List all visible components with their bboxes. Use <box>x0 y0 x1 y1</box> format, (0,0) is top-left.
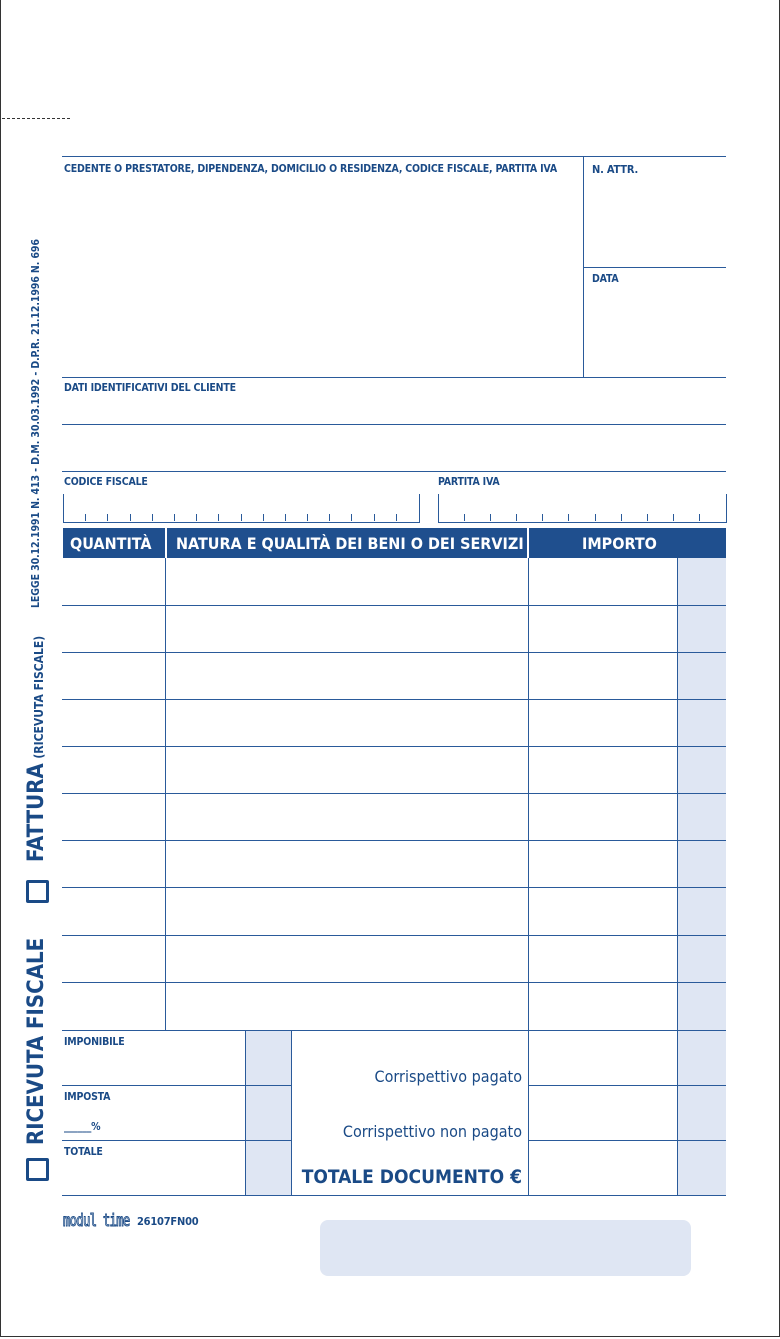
form-code: 26107FN00 <box>137 1215 199 1228</box>
ricevuta-label: RICEVUTA FISCALE <box>24 937 49 1145</box>
rule <box>62 424 726 425</box>
col-natura-header: NATURA E QUALITÀ DEI BENI O DEI SERVIZI <box>176 534 524 553</box>
header-divider <box>165 528 167 558</box>
codice-fiscale-cell-tick <box>174 514 175 521</box>
rule <box>62 1085 291 1086</box>
brand-logo: modul time <box>63 1211 130 1231</box>
codice-fiscale-cell-tick <box>396 514 397 521</box>
codice-fiscale-cell-tick <box>130 514 131 521</box>
table-row-rule <box>62 935 726 936</box>
codice-fiscale-cell-tick <box>85 514 86 521</box>
corrispettivo-non-pagato-label: Corrispettivo non pagato <box>342 1122 522 1141</box>
codice-fiscale-field[interactable] <box>63 494 420 523</box>
rule <box>677 558 678 1195</box>
data-label: DATA <box>592 273 619 285</box>
codice-fiscale-cell-tick <box>285 514 286 521</box>
perforation-line <box>2 118 70 119</box>
legal-reference: LEGGE 30.12.1991 N. 413 - D.M. 30.03.1992 - D.P.R. 21.12.1996 N. 696 <box>30 239 42 608</box>
col-importo-header: IMPORTO <box>582 534 657 553</box>
table-row-rule <box>62 652 726 653</box>
partita-iva-cell-tick <box>490 514 491 521</box>
codice-fiscale-cell-tick <box>307 514 308 521</box>
totale-documento-label: TOTALE DOCUMENTO € <box>301 1166 522 1188</box>
partita-iva-label: PARTITA IVA <box>438 476 500 488</box>
totale-label: TOTALE <box>64 1146 103 1158</box>
fattura-suffix: (RICEVUTA FISCALE) <box>32 635 46 759</box>
importo-cents-column <box>677 558 726 1195</box>
partita-iva-cell-tick <box>464 514 465 521</box>
rule <box>62 1195 726 1196</box>
codice-fiscale-label: CODICE FISCALE <box>64 476 148 488</box>
imponibile-label: IMPONIBILE <box>64 1036 125 1048</box>
cedente-label: CEDENTE O PRESTATORE, DIPENDENZA, DOMICILIO O RESIDENZA, CODICE FISCALE, PARTITA IVA <box>64 163 557 175</box>
imponibile-shade-column <box>245 1030 291 1195</box>
partita-iva-cell-tick <box>516 514 517 521</box>
codice-fiscale-cell-tick <box>107 514 108 521</box>
rule <box>583 267 726 268</box>
partita-iva-cell-tick <box>647 514 648 521</box>
rule <box>62 1140 291 1141</box>
codice-fiscale-cell-tick <box>329 514 330 521</box>
table-row-rule <box>62 699 726 700</box>
rule <box>62 471 726 472</box>
table-row-rule <box>62 746 726 747</box>
rule <box>528 1140 726 1141</box>
fattura-checkbox[interactable] <box>26 880 49 903</box>
rule <box>62 377 726 378</box>
rule <box>165 558 166 1030</box>
partita-iva-cell-tick <box>699 514 700 521</box>
codice-fiscale-cell-tick <box>263 514 264 521</box>
fattura-option[interactable] <box>24 636 49 862</box>
n-attr-label: N. ATTR. <box>592 163 639 176</box>
codice-fiscale-cell-tick <box>152 514 153 521</box>
table-row-rule <box>62 982 726 983</box>
codice-fiscale-cell-tick <box>196 514 197 521</box>
ricevuta-checkbox[interactable] <box>26 1158 49 1181</box>
partita-iva-cell-tick <box>673 514 674 521</box>
table-row-rule <box>62 1030 726 1031</box>
cliente-label: DATI IDENTIFICATIVI DEL CLIENTE <box>64 382 236 394</box>
corrispettivo-pagato-label: Corrispettivo pagato <box>374 1067 522 1086</box>
table-row-rule <box>62 887 726 888</box>
imposta-percent[interactable]: ______% <box>64 1121 101 1133</box>
table-row-rule <box>62 605 726 606</box>
col-quantita-header: QUANTITÀ <box>70 534 152 553</box>
partita-iva-cell-tick <box>621 514 622 521</box>
fattura-label: FATTURA <box>24 763 49 862</box>
codice-fiscale-cell-tick <box>374 514 375 521</box>
codice-fiscale-cell-tick <box>351 514 352 521</box>
rule <box>291 1030 292 1195</box>
partita-iva-cell-tick <box>542 514 543 521</box>
codice-fiscale-cell-tick <box>218 514 219 521</box>
codice-fiscale-cell-tick <box>241 514 242 521</box>
table-row-rule <box>62 840 726 841</box>
partita-iva-cell-tick <box>568 514 569 521</box>
header-divider <box>527 528 529 558</box>
ricevuta-option[interactable] <box>24 938 49 1145</box>
stamp-box <box>320 1220 691 1276</box>
rule <box>62 156 726 157</box>
partita-iva-cell-tick <box>595 514 596 521</box>
rule <box>245 1030 246 1195</box>
partita-iva-field[interactable] <box>438 494 727 523</box>
rule <box>528 1085 726 1086</box>
imposta-label: IMPOSTA <box>64 1091 111 1103</box>
table-row-rule <box>62 793 726 794</box>
rule <box>528 558 529 1195</box>
